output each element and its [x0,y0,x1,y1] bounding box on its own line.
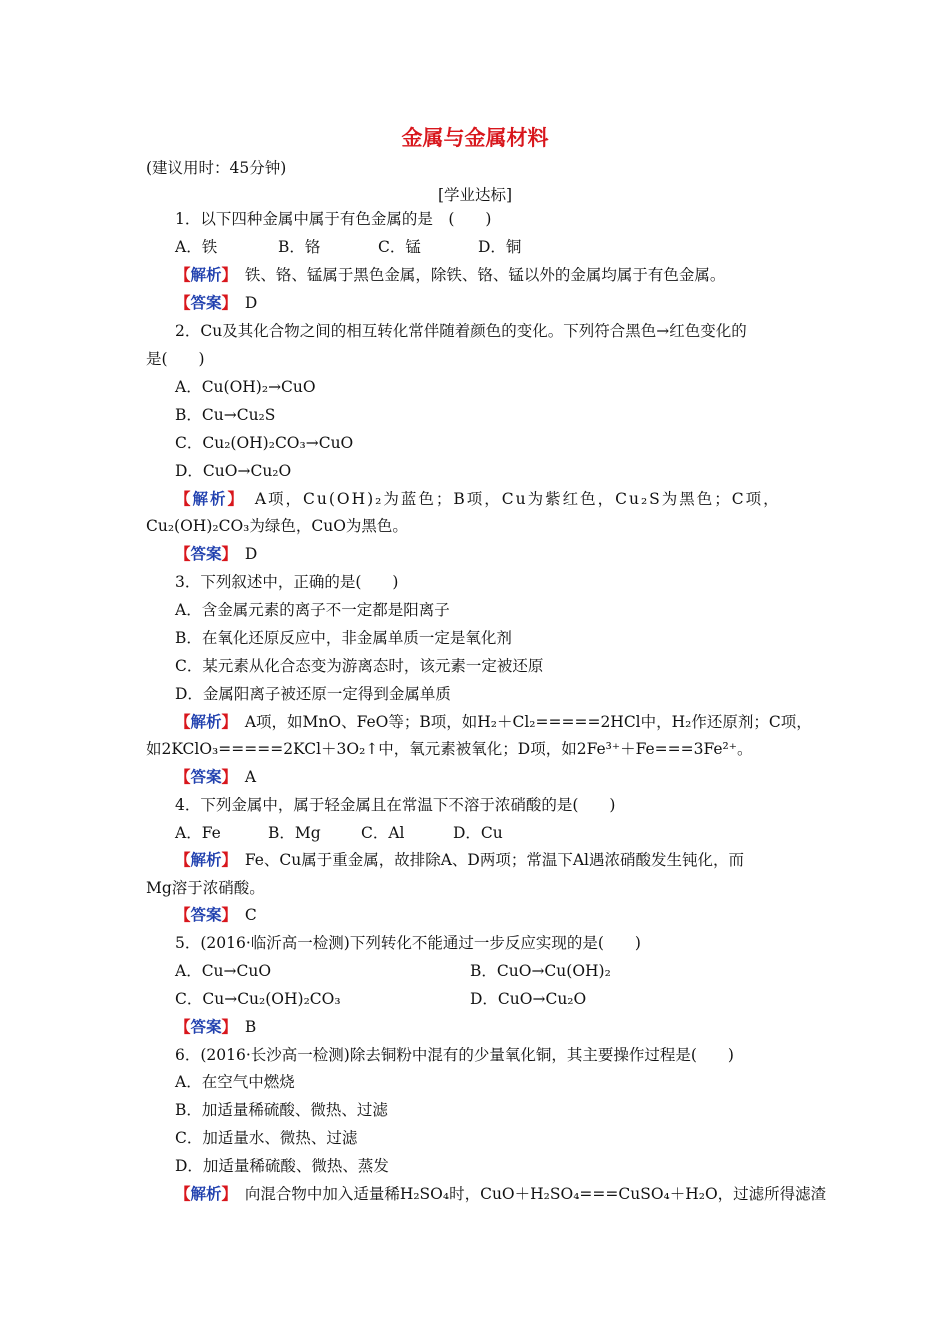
q4-option-c: C．Al [361,824,405,842]
q6-option-a: A．在空气中燃烧 [175,1073,295,1091]
analysis-tag: 【解析】 [175,851,230,869]
answer-tag: 【答案】 [175,906,230,924]
q6-option-d: D．加适量稀硫酸、微热、蒸发 [175,1157,389,1175]
q2-option-a: A．Cu(OH)₂→CuO [175,378,316,396]
q4-option-b: B．Mg [268,824,321,842]
q1-option-a: A．铁 [175,238,218,256]
q3-option-a: A．含金属元素的离子不一定都是阳离子 [175,601,450,619]
q2-option-b: B．Cu→Cu₂S [175,406,276,424]
q4-option-d: D．Cu [453,824,503,842]
q4-answer: 【答案】 C [175,906,257,924]
q3-stem: 3．下列叙述中，正确的是( ) [175,573,399,591]
answer-tag: 【答案】 [175,294,230,312]
time-note: (建议用时：45分钟) [146,159,287,177]
q1-answer: 【答案】 D [175,294,258,312]
q3-analysis: 【解析】 A项，如MnO、FeO等；B项，如H₂＋Cl₂=====2HCl中，H₂作还原剂；C项， [175,713,812,731]
q4-stem: 4．下列金属中，属于轻金属且在常温下不溶于浓硝酸的是( ) [175,796,616,814]
analysis-tag: 【解析】 [175,1185,230,1203]
q6-analysis: 【解析】 向混合物中加入适量稀H₂SO₄时，CuO＋H₂SO₄===CuSO₄＋H₂O，过滤所得滤渣 [175,1185,827,1203]
answer-tag: 【答案】 [175,1018,230,1036]
q3-option-b: B．在氧化还原反应中，非金属单质一定是氧化剂 [175,629,512,647]
q5-option-c: C．Cu→Cu₂(OH)₂CO₃ [175,990,341,1008]
section-heading: [学业达标] [437,186,513,204]
analysis-tag: 【解析】 [175,490,238,508]
q2-analysis: 【解析】 A项，Cu(OH)₂为蓝色；B项，Cu为紫红色，Cu₂S为黑色；C项， [175,490,781,508]
q1-analysis: 【解析】 铁、铬、锰属于黑色金属，除铁、铬、锰以外的金属均属于有色金属。 [175,266,726,284]
analysis-tag: 【解析】 [175,266,230,284]
q1-option-d: D．铜 [478,238,522,256]
q4-option-a: A．Fe [175,824,221,842]
document-title: 金属与金属材料 [401,126,549,150]
q3-option-c: C．某元素从化合态变为游离态时，该元素一定被还原 [175,657,544,675]
q2-stem: 2．Cu及其化合物之间的相互转化常伴随着颜色的变化。下列符合黑色→红色变化的 [175,322,747,340]
answer-tag: 【答案】 [175,545,230,563]
q2-analysis-cont: Cu₂(OH)₂CO₃为绿色，CuO为黑色。 [146,517,408,535]
answer-tag: 【答案】 [175,768,230,786]
q1-option-c: C．锰 [378,238,421,256]
q5-option-b: B．CuO→Cu(OH)₂ [470,962,611,980]
q3-option-d: D．金属阳离子被还原一定得到金属单质 [175,685,451,703]
q2-stem-cont: 是( ) [146,350,205,368]
q4-analysis: 【解析】 Fe、Cu属于重金属，故排除A、D两项；常温下Al遇浓硝酸发生钝化，而 [175,851,745,869]
q5-option-d: D．CuO→Cu₂O [470,990,587,1008]
q2-option-c: C．Cu₂(OH)₂CO₃→CuO [175,434,354,452]
q1-stem: 1．以下四种金属中属于有色金属的是 ( ) [175,210,492,228]
q5-option-a: A．Cu→CuO [175,962,272,980]
q4-analysis-cont: Mg溶于浓硝酸。 [146,879,265,897]
q6-option-c: C．加适量水、微热、过滤 [175,1129,358,1147]
q2-answer: 【答案】 D [175,545,258,563]
q3-answer: 【答案】 A [175,768,257,786]
q5-stem: 5．(2016·临沂高一检测)下列转化不能通过一步反应实现的是( ) [175,934,641,952]
q6-stem: 6．(2016·长沙高一检测)除去铜粉中混有的少量氧化铜，其主要操作过程是( ) [175,1046,734,1064]
q2-option-d: D．CuO→Cu₂O [175,462,292,480]
analysis-tag: 【解析】 [175,713,230,731]
q5-answer: 【答案】 B [175,1018,257,1036]
q6-option-b: B．加适量稀硫酸、微热、过滤 [175,1101,388,1119]
q3-analysis-cont: 如2KClO₃=====2KCl＋3O₂↑中，氧元素被氧化；D项，如2Fe³⁺＋Fe===3Fe²⁺。 [146,740,753,758]
q1-option-b: B．铬 [278,238,321,256]
